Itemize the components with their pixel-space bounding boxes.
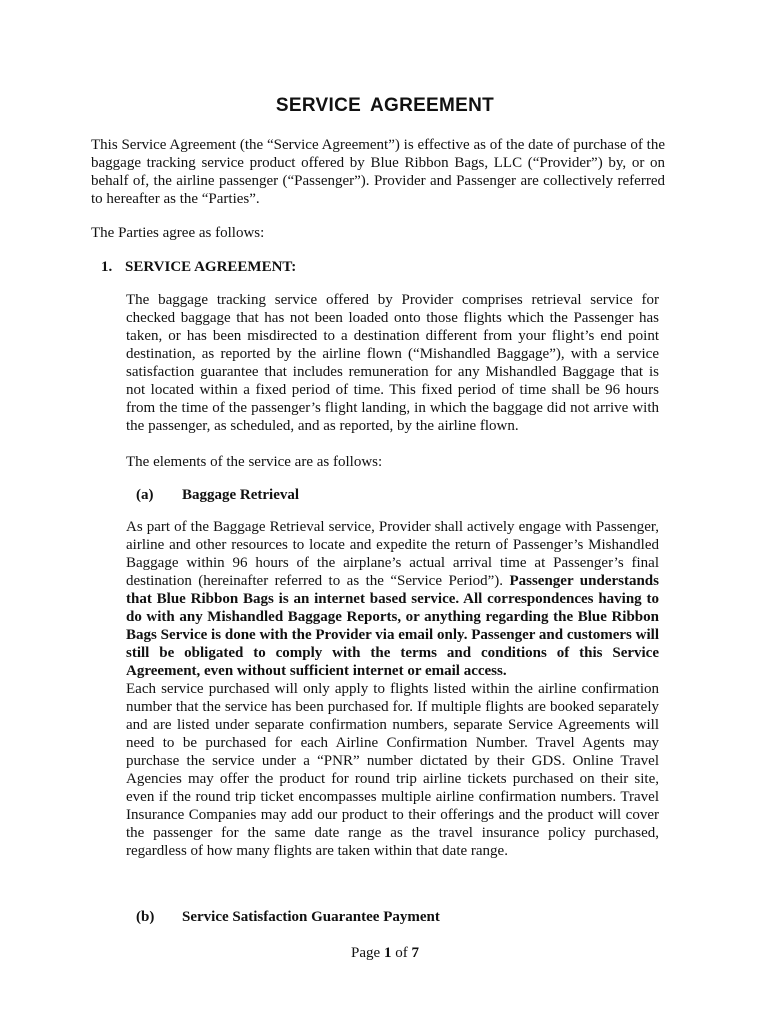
- subsection-a-letter: (a): [136, 487, 154, 503]
- intro-paragraph: This Service Agreement (the “Service Agreement”) is effective as of the date of purchase of the baggage tracking service product offered by Blue Ribbon Bags, LLC (“Provider”) by, or on behalf of, the airline passenger (“Passenger”). Provider and Passenger are collectively referred to hereafter as the “Parties”.: [91, 137, 665, 207]
- retrieval-paragraph-plain: As part of the Baggage Retrieval service, Provider shall actively engage with Passenger, airline and other resources to locate and expedite the return of Passenger’s Mishandled Baggage within 96 hours of the airplane’s actual arrival time at Passenger’s final destination (hereinafter referred to as the “Service Period”).: [126, 519, 659, 589]
- footer-current-page: 1: [383, 945, 392, 961]
- footer-of-word: of: [395, 945, 408, 961]
- subsection-b-title: Service Satisfaction Guarantee Payment: [182, 909, 440, 925]
- parties-line: The Parties agree as follows:: [91, 225, 265, 241]
- section-1-heading: [101, 258, 296, 276]
- footer-page-word: Page: [351, 945, 381, 961]
- service-description-paragraph: The baggage tracking service offered by Provider comprises retrieval service for checked baggage that has not been loaded onto those flights which the Passenger has taken, or has been misdirected to a destination different from your flight’s end point destination, as reported by the airline flown (“Mishandled Baggage”), with a service satisfaction guarantee that includes remuneration for any Mishandled Baggage that is not located within a fixed period of time. This fixed period of time shall be 96 hours from the time of the passenger’s flight landing, in which the baggage did not arrive with the passenger, as scheduled, and as reported, by the airline flown.: [126, 292, 659, 434]
- subsection-a-heading: [136, 486, 299, 504]
- section-1-number: 1.: [101, 259, 113, 275]
- subsection-b-letter: (b): [136, 909, 155, 925]
- subsection-a-title: Baggage Retrieval: [182, 487, 300, 503]
- flight-coverage-paragraph: Each service purchased will only apply to flights listed within the airline confirmation number that the service has been purchased for. If multiple flights are booked separately and are listed under separate confirmation numbers, separate Service Agreements will need to be purchased for each Airline Confirmation Number. Travel Agents may purchase the service under a “PNR” number dictated by their GDS. Online Travel Agencies may offer the product for round trip airline tickets purchased on their site, even if the round trip ticket encompasses multiple airline confirmation numbers. Travel Insurance Companies may add our product to their offerings and the product will cover the passenger for the same date range as the travel insurance policy purchased, regardless of how many flights are taken within that date range.: [126, 681, 659, 859]
- footer-total-pages: 7: [411, 945, 419, 961]
- section-1-title: SERVICE AGREEMENT:: [125, 259, 297, 275]
- page-title: SERVICE AGREEMENT: [275, 95, 495, 116]
- baggage-retrieval-body: [126, 518, 659, 860]
- elements-intro-line: The elements of the service are as follows:: [126, 454, 383, 470]
- retrieval-paragraph-bold: Passenger understands that Blue Ribbon Bags is an internet based service. All correspondences having to do with any Mishandled Baggage Reports, or anything regarding the Blue Ribbon Bags Service is done with the Provider via email only. Passenger and customers will still be obligated to comply with the terms and conditions of this Service Agreement, even without sufficient internet or email access.: [126, 573, 659, 679]
- subsection-b-heading: [136, 908, 440, 926]
- page-number-footer: [0, 944, 770, 962]
